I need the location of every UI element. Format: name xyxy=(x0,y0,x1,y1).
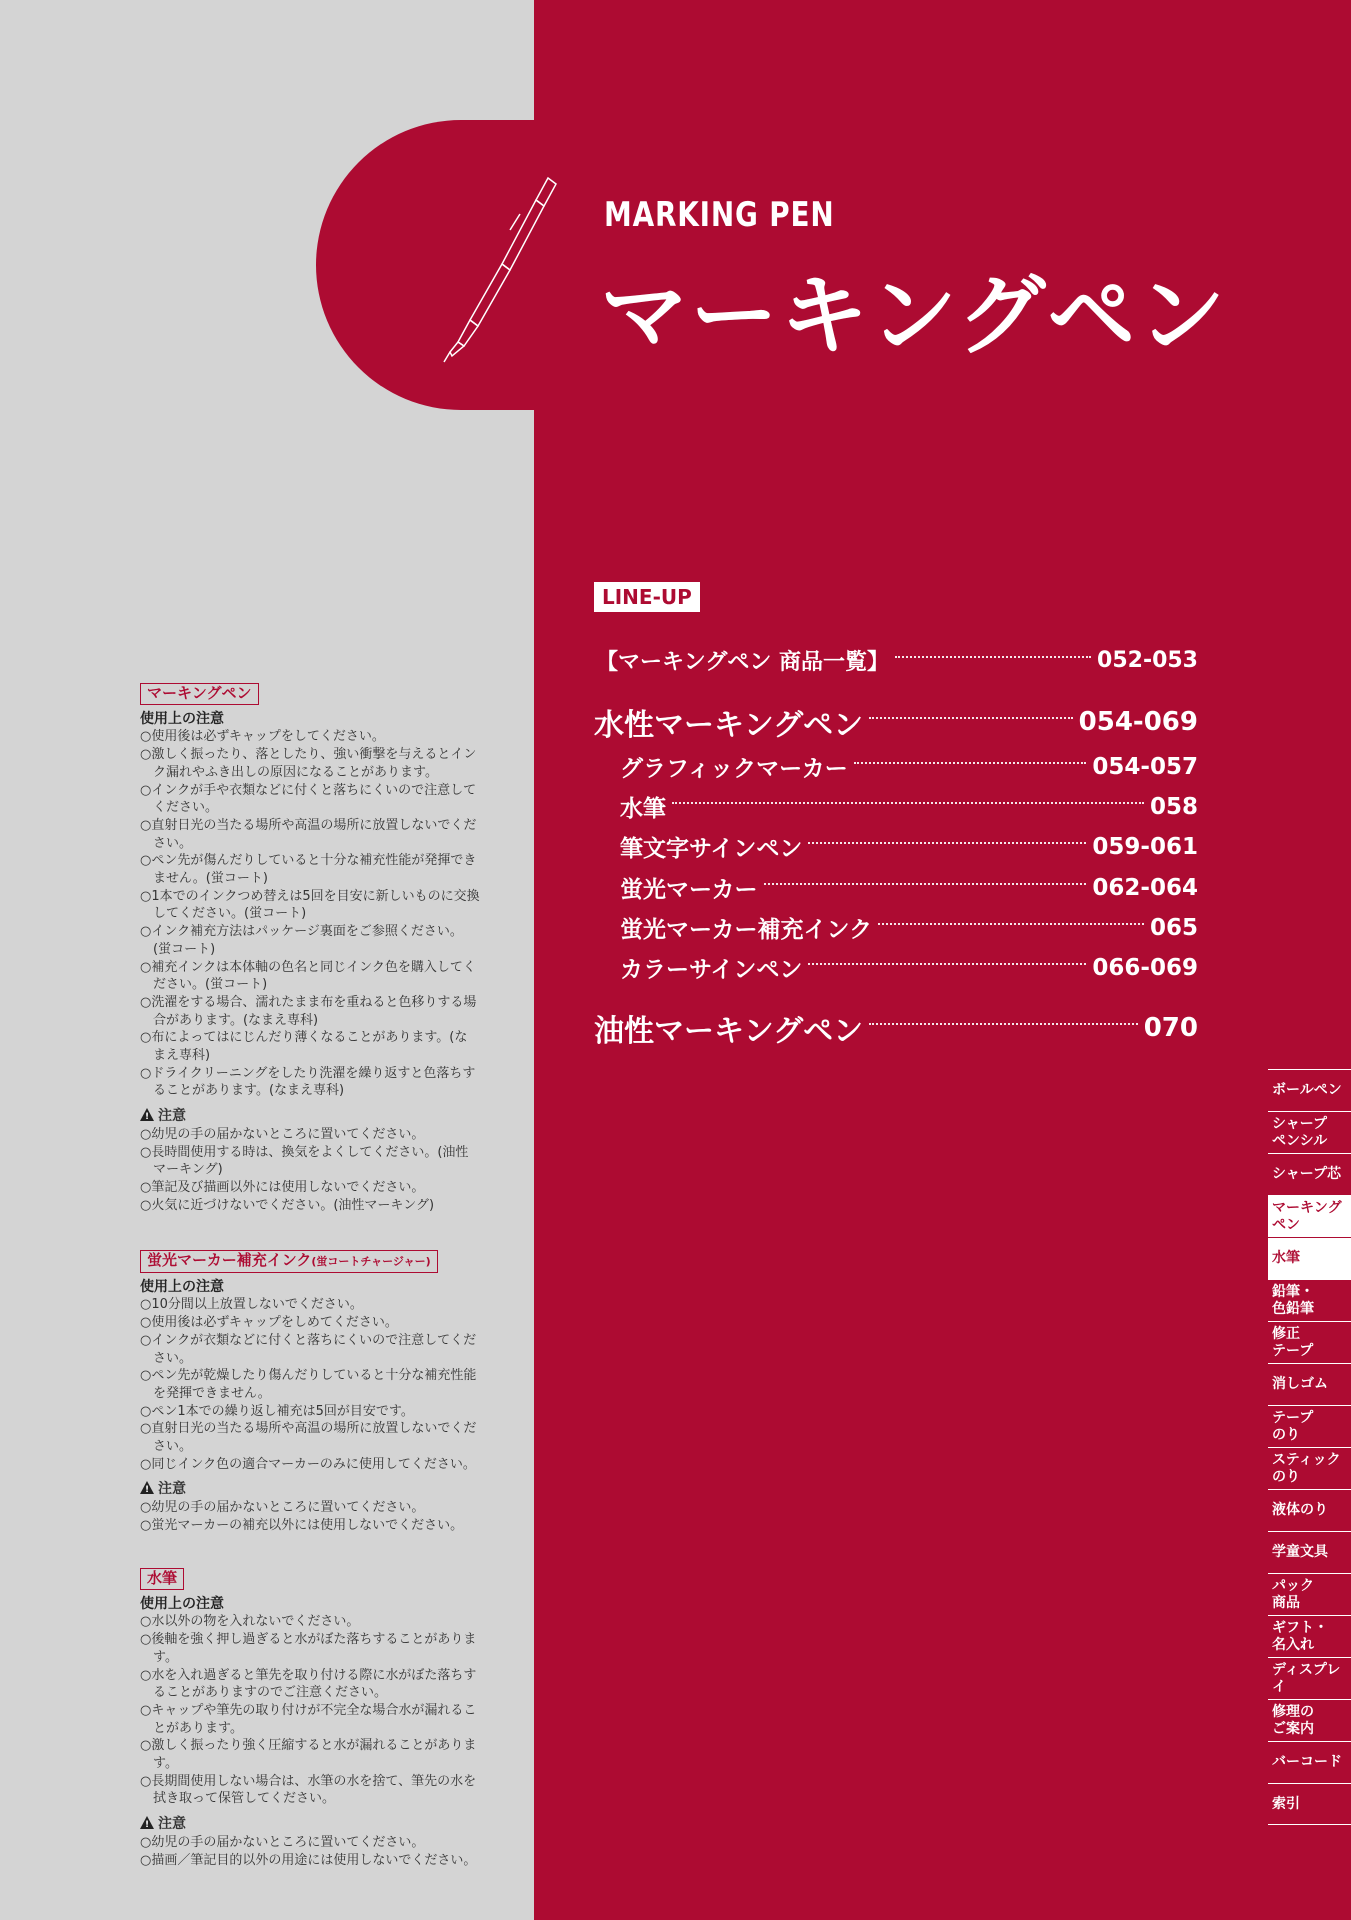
usage-heading: 使用上の注意 xyxy=(140,1278,224,1295)
note-item: ○長時間使用する時は、換気をよくしてください。(油性マーキング) xyxy=(140,1144,469,1178)
tab-label: ギフト・ 名入れ xyxy=(1272,1619,1328,1653)
usage-heading: 使用上の注意 xyxy=(140,710,224,727)
tab-repair[interactable] xyxy=(1268,1699,1351,1741)
toc-row[interactable] xyxy=(620,871,1198,904)
toc-leader xyxy=(672,802,1144,804)
warning-heading xyxy=(140,1481,480,1499)
toc-page: 066-069 xyxy=(1092,954,1198,981)
tab-gift[interactable] xyxy=(1268,1615,1351,1657)
usage-heading: 使用上の注意 xyxy=(140,1595,224,1612)
toc-leader xyxy=(878,923,1144,925)
notes-water-brush xyxy=(140,1568,480,1869)
note-item: ○後軸を強く押し過ぎると水がぼた落ちすることがあります。 xyxy=(140,1632,477,1665)
warning-label: 注意 xyxy=(158,1481,186,1498)
notes-refill-ink xyxy=(140,1250,480,1535)
toc-label: 筆文字サインペン xyxy=(620,836,803,862)
note-item: ○インクが手や衣類などに付くと落ちにくいので注意してください。 xyxy=(140,782,477,816)
note-item: ○ペン先が傷んだりしていると十分な補充性能が発揮できません。(蛍コート) xyxy=(140,853,477,887)
note-item: ○ペン1本での繰り返し補充は5回が目安です。 xyxy=(140,1403,414,1419)
note-item: ○長期間使用しない場合は、水筆の水を捨て、筆先の水を拭き取って保管してください。 xyxy=(140,1773,477,1807)
tab-display[interactable] xyxy=(1268,1657,1351,1699)
toc-label: 【マーキングペン 商品一覧】 xyxy=(596,650,890,675)
note-item: ○水を入れ過ぎると筆先を取り付ける際に水がぼた落ちすることがありますのでご注意ください。 xyxy=(140,1667,477,1701)
tab-label: ディスプレイ xyxy=(1272,1661,1341,1695)
tab-lead[interactable] xyxy=(1268,1153,1351,1195)
warning-label: 注意 xyxy=(158,1108,186,1125)
tab-label: 索引 xyxy=(1272,1795,1300,1812)
toc-page: 070 xyxy=(1143,1013,1198,1043)
toc-row[interactable] xyxy=(620,750,1198,783)
note-item: ○補充インクは本体軸の色名と同じインク色を購入してください。(蛍コート) xyxy=(140,959,476,993)
index-tabs xyxy=(1268,1069,1351,1825)
toc-label: 蛍光マーカー xyxy=(620,877,758,903)
toc-row[interactable] xyxy=(620,830,1198,863)
tab-label: 消しゴム xyxy=(1272,1376,1328,1392)
section-title: マーキングペン xyxy=(140,683,259,705)
note-item: ○1本でのインクつめ替えは5回を目安に新しいものに交換してください。(蛍コート) xyxy=(140,888,480,922)
notes-marking-pen xyxy=(140,683,480,1214)
section-title-text: 蛍光マーカー補充インク xyxy=(147,1251,312,1269)
tab-eraser[interactable] xyxy=(1268,1363,1351,1405)
toc-label: 油性マーキングペン xyxy=(594,1014,864,1049)
note-item: ○ペン先が乾燥したり傷んだりしていると十分な補充性能を発揮できません。 xyxy=(140,1368,477,1401)
tab-label: ボールペン xyxy=(1272,1082,1342,1098)
tab-barcode[interactable] xyxy=(1268,1741,1351,1783)
note-item: ○布によってはにじんだり薄くなることがあります。(なまえ専科) xyxy=(140,1030,468,1064)
toc-label: カラーサインペン xyxy=(620,957,803,983)
section-title-sub: (蛍コートチャージャー) xyxy=(311,1255,431,1268)
note-item: ○同じインク色の適合マーカーのみに使用してください。 xyxy=(140,1456,476,1472)
note-item: ○10分間以上放置しないでください。 xyxy=(140,1297,363,1313)
toc-leader xyxy=(854,762,1087,764)
note-item: ○使用後は必ずキャップをしてください。 xyxy=(140,729,385,745)
toc-leader xyxy=(895,656,1091,658)
toc-leader xyxy=(869,717,1073,719)
tab-ballpen[interactable] xyxy=(1268,1069,1351,1111)
note-item: ○直射日光の当たる場所や高温の場所に放置しないでください。 xyxy=(140,1421,477,1455)
tab-label: 修正 テープ xyxy=(1272,1325,1314,1359)
note-item: ○キャップや筆先の取り付けが不完全な場合水が漏れることがあります。 xyxy=(140,1702,477,1736)
tab-label: マーキング ペン xyxy=(1272,1199,1342,1233)
tab-index[interactable] xyxy=(1268,1783,1351,1825)
toc-leader xyxy=(869,1023,1138,1025)
toc-row[interactable] xyxy=(620,911,1198,944)
tab-glue-stick[interactable] xyxy=(1268,1447,1351,1489)
note-item: ○幼児の手の届かないところに置いてください。 xyxy=(140,1834,425,1850)
tab-mechanical-pencil[interactable] xyxy=(1268,1111,1351,1153)
toc-row[interactable] xyxy=(594,700,1198,744)
toc-page: 058 xyxy=(1149,793,1198,820)
toc-page: 065 xyxy=(1149,914,1198,941)
tab-water-brush[interactable] xyxy=(1268,1237,1351,1279)
tab-pencil[interactable] xyxy=(1268,1279,1351,1321)
note-item: ○水以外の物を入れないでください。 xyxy=(140,1614,360,1630)
note-item: ○幼児の手の届かないところに置いてください。 xyxy=(140,1126,425,1142)
toc-page: 052-053 xyxy=(1097,648,1198,673)
toc-row[interactable] xyxy=(620,790,1198,823)
tab-label: パック 商品 xyxy=(1272,1577,1314,1611)
toc-label: 蛍光マーカー補充インク xyxy=(620,917,873,943)
note-item: ○直射日光の当たる場所や高温の場所に放置しないでください。 xyxy=(140,817,477,851)
title-english: MARKING PEN xyxy=(604,195,835,235)
note-item: ○筆記及び描画以外には使用しないでください。 xyxy=(140,1179,425,1195)
note-item: ○インク補充方法はパッケージ裏面をご参照ください。(蛍コート) xyxy=(140,924,463,957)
lineup-badge: LINE-UP xyxy=(594,582,700,612)
marker-pen-icon xyxy=(360,170,560,370)
section-title xyxy=(140,1250,438,1273)
tab-correction-tape[interactable] xyxy=(1268,1321,1351,1363)
tab-school-supplies[interactable] xyxy=(1268,1531,1351,1573)
warning-icon xyxy=(140,1108,154,1121)
toc-page: 054-069 xyxy=(1078,707,1198,737)
toc-label: グラフィックマーカー xyxy=(620,756,848,782)
tab-label: スティック のり xyxy=(1272,1451,1341,1485)
toc-leader xyxy=(808,842,1086,844)
tab-label: バーコード xyxy=(1272,1754,1342,1770)
note-item: ○激しく振ったり、落としたり、強い衝撃を与えるとインク漏れやふき出しの原因になることがあります。 xyxy=(140,747,477,780)
note-item: ○火気に近づけないでください。(油性マーキング) xyxy=(140,1197,435,1213)
toc-row[interactable] xyxy=(620,951,1198,984)
tab-label: テープ のり xyxy=(1272,1409,1314,1443)
note-item: ○洗濯をする場合、濡れたまま布を重ねると色移りする場合があります。(なまえ専科) xyxy=(140,994,477,1028)
tab-marking-pen[interactable] xyxy=(1268,1195,1351,1237)
note-item: ○蛍光マーカーの補充以外には使用しないでください。 xyxy=(140,1517,464,1533)
warning-icon xyxy=(140,1816,154,1829)
tab-label: 修理の ご案内 xyxy=(1272,1703,1314,1737)
tab-liquid-glue[interactable] xyxy=(1268,1489,1351,1531)
tab-tape-glue[interactable] xyxy=(1268,1405,1351,1447)
toc-leader xyxy=(808,963,1086,965)
note-item: ○インクが衣類などに付くと落ちにくいので注意してください。 xyxy=(140,1332,477,1366)
note-item: ○使用後は必ずキャップをしめてください。 xyxy=(140,1315,398,1331)
toc-page: 062-064 xyxy=(1092,874,1198,901)
tab-label: シャープ芯 xyxy=(1272,1166,1342,1182)
tab-label: 水筆 xyxy=(1272,1250,1300,1266)
note-item: ○描画／筆記目的以外の用途には使用しないでください。 xyxy=(140,1852,477,1868)
note-item: ○激しく振ったり強く圧縮すると水が漏れることがあります。 xyxy=(140,1738,477,1772)
toc-leader xyxy=(764,883,1087,885)
toc-row[interactable] xyxy=(596,645,1198,676)
warning-heading xyxy=(140,1108,480,1126)
tab-label: シャープ ペンシル xyxy=(1272,1115,1328,1149)
warning-heading xyxy=(140,1816,480,1834)
warning-label: 注意 xyxy=(158,1816,186,1833)
section-title: 水筆 xyxy=(140,1568,184,1590)
toc-label: 水筆 xyxy=(620,796,666,822)
note-item: ○ドライクリーニングをしたり洗濯を繰り返すと色落ちすることがあります。(なまえ専科) xyxy=(140,1065,476,1099)
toc-page: 054-057 xyxy=(1092,753,1198,780)
toc-label: 水性マーキングペン xyxy=(594,708,864,743)
tab-label: 鉛筆・ 色鉛筆 xyxy=(1272,1283,1314,1317)
tab-pack-products[interactable] xyxy=(1268,1573,1351,1615)
title-japanese: マーキングペン xyxy=(600,264,1228,367)
toc-page: 059-061 xyxy=(1092,833,1198,860)
toc-row[interactable] xyxy=(594,1006,1198,1050)
tab-label: 学童文具 xyxy=(1272,1544,1328,1560)
note-item: ○幼児の手の届かないところに置いてください。 xyxy=(140,1500,425,1516)
warning-icon xyxy=(140,1481,154,1494)
tab-label: 液体のり xyxy=(1272,1502,1328,1518)
